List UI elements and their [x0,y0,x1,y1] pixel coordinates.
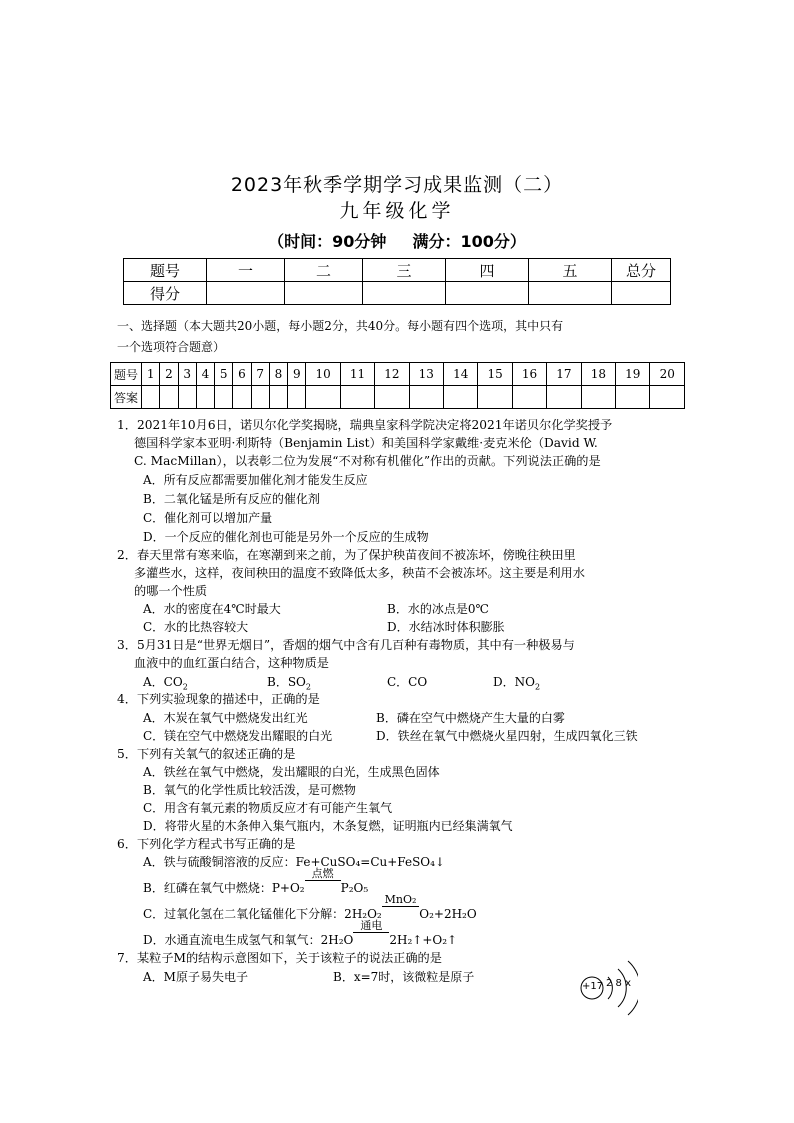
answer-blank-cell[interactable] [196,386,214,409]
question-3-option-b-text: B．SO [267,675,306,689]
answer-number-cell: 3 [178,363,196,386]
answer-number-cell: 4 [196,363,214,386]
question-3-option-a-sub: 2 [182,682,188,692]
question-7-stem: 7．某粒子M的结构示意图如下，关于该粒子的说法正确的是 [117,951,442,965]
answer-blank-cell[interactable] [178,386,196,409]
question-1-stem [117,416,687,470]
answer-blank-cell[interactable] [215,386,233,409]
score-cell-label: 得分 [124,282,207,305]
score-blank-cell[interactable] [446,282,529,305]
exam-info [0,229,794,252]
answer-blank-cell[interactable] [269,386,287,409]
answer-number-cell: 11 [340,363,374,386]
question-3-option-a-text: A．CO [143,675,183,689]
answer-table [110,362,685,409]
question-6-option-b-text: B．红磷在氧气中燃烧：P+O₂ [143,881,305,895]
question-1-option-a: A．所有反应都需要加催化剂才能发生反应 [143,473,368,487]
question-2-option-b: B．水的冰点是0℃ [387,602,489,616]
answer-number-cell: 2 [160,363,178,386]
answer-blank-cell[interactable] [142,386,160,409]
question-5-option-a: A．铁丝在氧气中燃烧，发出耀眼的白光，生成黑色固体 [143,765,440,779]
atom-structure-diagram [578,955,638,1021]
nucleus-label: +17 [582,981,604,992]
score-table-header-row [124,259,671,282]
question-6-option-d-text: D．水通直流电生成氢气和氧气：2H₂O [143,933,354,947]
question-1-option-d: D．一个反应的催化剂也可能是另外一个反应的生成物 [143,530,429,544]
question-6-option-c-condition: MnO₂ [382,894,420,907]
answer-number-cell: 12 [375,363,409,386]
question-6-option-d-product: 2H₂↑+O₂↑ [389,933,458,947]
question-3-option-d-sub: 2 [534,682,541,692]
answer-blank-cell[interactable] [375,386,409,409]
question-3-line2: 血液中的血红蛋白结合，这种物质是 [134,656,329,670]
question-4-option-b: B．磷在空气中燃烧产生大量的白雾 [376,711,565,725]
question-2-line1: 2．春天里常有寒来临，在寒潮到来之前，为了保护秧苗夜间不被冻坏，傍晚往秧田里 [117,548,576,562]
question-6-option-d-condition: 通电 [353,920,389,933]
score-cell: 四 [446,259,529,282]
question-5-option-d: D．将带火星的木条伸入集气瓶内，木条复燃，证明瓶内已经集满氧气 [143,819,513,833]
answer-blank-cell[interactable] [409,386,443,409]
answer-number-cell: 5 [215,363,233,386]
score-blank-cell[interactable] [363,282,446,305]
answer-blank-cell[interactable] [547,386,581,409]
question-2-stem [117,546,687,600]
question-5-option-b: B．氧气的化学性质比较活泼，是可燃物 [143,783,356,797]
question-2-line2: 多灌些水，这样，夜间秧田的温度不致降低太多，秧苗不会被冻坏。这主要是利用水 [134,566,585,580]
answer-blank-cell[interactable] [251,386,269,409]
section1-heading [117,316,692,358]
question-6-option-d [143,919,458,949]
question-6-option-b-arrow [305,867,341,897]
section1-heading-line2: 一个选项符合题意） [117,340,226,354]
question-3-stem [117,636,687,672]
answer-blank-cell[interactable] [340,386,374,409]
answer-blank-cell[interactable] [616,386,650,409]
score-table [123,258,671,305]
answer-number-cell: 14 [444,363,478,386]
question-1-option-c: C．催化剂可以增加产量 [143,511,273,525]
electron-shell-labels: 2 8 x [606,978,631,989]
question-6-option-c-product: O₂+2H₂O [419,907,477,921]
answer-cell-label: 题号 [111,363,142,386]
answer-number-cell: 10 [306,363,340,386]
answer-number-cell: 9 [288,363,306,386]
question-1-line3: C. MacMillan），以表彰二位为发展“不对称有机催化”作出的贡献。下列说法正确的是 [134,454,601,468]
answer-number-cell: 8 [269,363,287,386]
answer-number-cell: 13 [409,363,443,386]
score-table-score-row [124,282,671,305]
question-4-stem: 4．下列实验现象的描述中，正确的是 [117,692,320,706]
answer-number-cell: 17 [547,363,581,386]
answer-blank-cell[interactable] [288,386,306,409]
answer-blank-cell[interactable] [233,386,251,409]
question-6-stem: 6．下列化学方程式书写正确的是 [117,837,296,851]
question-1-line1: 1．2021年10月6日，诺贝尔化学奖揭晓，瑞典皇家科学院决定将2021年诺贝尔化学奖授予 [117,418,613,432]
question-2-line3: 的哪一个性质 [134,584,208,598]
question-3-option-b-sub: 2 [305,682,311,692]
question-6-option-b [143,867,369,897]
score-cell-label: 题号 [124,259,207,282]
question-1-line2: 德国科学家本亚明·利斯特（Benjamin List）和美国科学家戴维·麦克米伦（David W. [134,436,598,450]
question-3-option-d-text: D．NO [493,675,535,689]
score-cell: 总分 [612,259,671,282]
exam-title: 2023年秋季学期学习成果监测（二） [230,174,564,196]
exam-subject: 九年级化学 [339,200,455,222]
answer-number-cell: 15 [478,363,512,386]
question-4-option-d: D．铁丝在氧气中燃烧火星四射，生成四氧化三铁 [376,729,638,743]
section1-heading-line1: 一、选择题（本大题共20小题，每小题2分，共40分。每小题有四个选项，其中只有 [117,319,564,333]
score-cell: 五 [529,259,612,282]
question-4-option-a: A．木炭在氧气中燃烧发出红光 [143,711,308,725]
answer-number-cell: 1 [142,363,160,386]
answer-number-cell: 18 [581,363,615,386]
question-6-option-c [143,893,477,923]
question-2-option-a: A．水的密度在4℃时最大 [143,602,281,616]
score-blank-cell[interactable] [529,282,612,305]
question-7-option-b: B．x=7时，该微粒是原子 [333,970,475,984]
question-3-option-c: C．CO [387,675,428,689]
exam-time: （时间：90分钟 [268,232,387,251]
answer-number-cell: 16 [512,363,546,386]
score-cell: 三 [363,259,446,282]
answer-blank-cell[interactable] [581,386,615,409]
question-6-option-c-text: C．过氧化氢在二氧化锰催化下分解：2H₂O₂ [143,907,382,921]
question-5-stem: 5．下列有关氧气的叙述正确的是 [117,747,296,761]
answer-blank-cell[interactable] [160,386,178,409]
question-6-option-b-product: P₂O₅ [340,881,369,895]
answer-blank-cell[interactable] [512,386,546,409]
answer-number-cell: 20 [650,363,685,386]
answer-number-cell: 7 [251,363,269,386]
answer-blank-cell[interactable] [650,386,685,409]
question-7-option-a: A．M原子易失电子 [143,970,248,984]
question-6-option-b-condition: 点燃 [305,868,341,881]
score-blank-cell[interactable] [207,282,285,305]
question-2-option-c: C．水的比热容较大 [143,620,249,634]
score-cell: 一 [207,259,285,282]
question-2-option-d: D．水结冰时体积膨胀 [387,620,505,634]
answer-cell-label: 答案 [111,386,142,409]
question-6-option-d-arrow [353,919,389,949]
question-4-option-c: C．镁在空气中燃烧发出耀眼的白光 [143,729,333,743]
question-6-option-a: A．铁与硫酸铜溶液的反应：Fe+CuSO₄=Cu+FeSO₄↓ [143,855,445,869]
answer-blank-cell[interactable] [306,386,340,409]
answer-table-answer-row [111,386,685,409]
question-1-option-b: B．二氧化锰是所有反应的催化剂 [143,492,320,506]
question-3-line1: 3．5月31日是“世界无烟日”，香烟的烟气中含有几百种有毒物质，其中有一种极易与 [117,638,575,652]
answer-number-cell: 6 [233,363,251,386]
answer-number-cell: 19 [616,363,650,386]
score-blank-cell[interactable] [285,282,363,305]
answer-blank-cell[interactable] [444,386,478,409]
score-cell: 二 [285,259,363,282]
question-5-option-c: C．用含有氧元素的物质反应才有可能产生氧气 [143,801,393,815]
score-blank-cell[interactable] [612,282,671,305]
answer-blank-cell[interactable] [478,386,512,409]
exam-score: 满分：100分） [412,232,526,251]
answer-table-number-row [111,363,685,386]
